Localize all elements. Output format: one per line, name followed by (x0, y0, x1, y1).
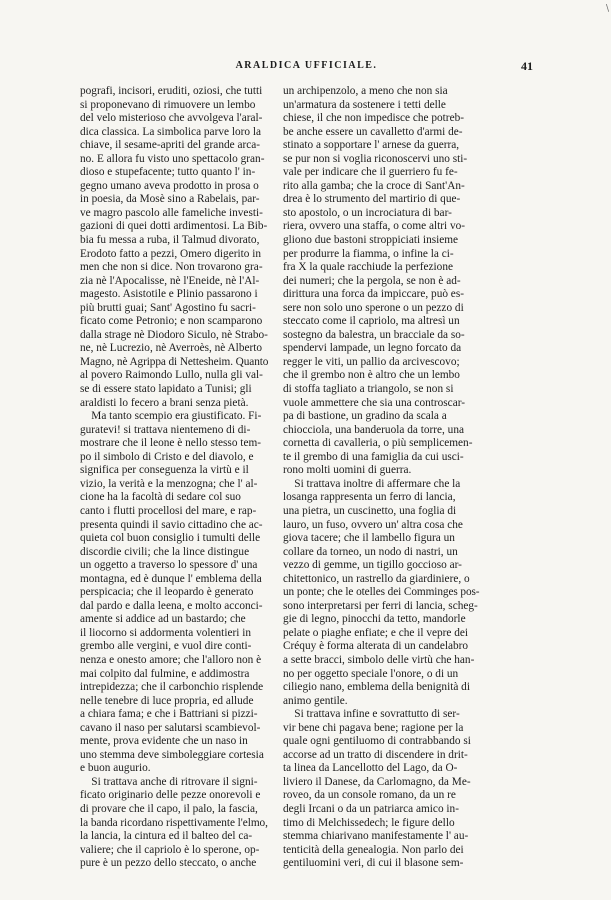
text-line: una pietra, un cuscinetto, una foglia di (283, 504, 457, 517)
text-line: vir bene chi pagava bene; ragione per la (283, 721, 464, 734)
text-line: po il simbolo di Cristo e del diavolo, e (80, 450, 254, 463)
text-line: cavano il naso per salutarsi scambievol- (80, 721, 261, 734)
text-line: vezzo di gemme, un tigillo goccioso ar- (283, 559, 462, 572)
text-line: chiocciola, una banderuola da torre, una (283, 423, 464, 436)
text-line: montagna, ed è dunque l' emblema della (80, 572, 262, 585)
text-line: steccato come il capriolo, ma altresì un (283, 315, 460, 328)
text-line: si proponevano di rimuovere un lembo (80, 98, 256, 111)
text-line: ficato originario delle pezze onorevoli e (80, 789, 261, 802)
text-line: men che non si dice. Non trovarono gra- (80, 261, 263, 274)
text-line: stemma chiarivano manifestamente l' au- (283, 830, 469, 843)
text-line: del velo misterioso che avvolgeva l'aral- (80, 112, 263, 125)
running-header (80, 60, 533, 76)
text-line: Magno, nè Agrippa di Nettesheim. Quanto (80, 355, 269, 368)
page-number: 41 (521, 59, 533, 73)
text-line: Ma tanto scempio era giustificato. Fi- (80, 410, 262, 423)
text-line: ne, nè Lucrezio, nè Averroès, nè Alberto (80, 342, 263, 355)
text-line: Si trattava anche di ritrovare il signi- (80, 775, 258, 788)
text-line: chitettonico, un rastrello da giardiniere, o (283, 572, 470, 585)
text-line: quieta col buon consiglio i tumulti delle (80, 532, 261, 545)
text-line: Créquy è forma alterata di un candelabro (283, 640, 469, 653)
text-line: presenta quindi il savio cittadino che ac- (80, 518, 263, 531)
text-line: rono molti uomini di guerra. (283, 464, 412, 477)
text-line: dirittura una forca da impiccare, può es- (283, 288, 464, 301)
text-line: giova tacere; che il lambello figura un (283, 532, 455, 545)
text-line: dei numeri; che la pergola, se non è ad- (283, 274, 461, 287)
text-line: amente si addice ad un bastardo; che (80, 613, 246, 626)
text-line: ta linea da Lancellotto del Lago, da O- (283, 762, 458, 775)
text-line: se di essere stato lapidato a Tunisi; gli (80, 383, 252, 396)
text-line: animo gentile. (283, 694, 348, 707)
text-line: nelle tenebre di luce propria, ed allude (80, 694, 254, 707)
text-line: regger le viti, un pallio da arcivescovo; (283, 355, 460, 368)
running-title: ARALDICA UFFICIALE. (235, 60, 378, 71)
text-line: chiave, il sesame-apriti del grande arca- (80, 139, 261, 152)
text-line: gliono due bastoni stroppiciati insieme (283, 234, 459, 247)
text-line: fra X la quale racchiude la perfezione (283, 261, 453, 274)
text-line: più brutti guai; Sant' Agostino fu sacri- (80, 301, 256, 314)
text-line: a chiara fama; e che i Battriani si pizzi- (80, 708, 258, 721)
text-line: quale ogni gentiluomo di contrabbando si (283, 735, 471, 748)
text-line: sostegno da balestra, un bracciale da so- (283, 328, 465, 341)
text-line: drea è lo strumento del martirio di que- (283, 193, 461, 206)
text-line: gegno umano aveva prodotto in prosa o (80, 179, 259, 192)
text-line: stinato a sopportare l' arnese da guerra, (283, 139, 460, 152)
text-line: sono interpretarsi per ferri di lancia, scheg- (283, 599, 478, 612)
text-line: mostrare che il leone è nello stesso tem- (80, 437, 262, 450)
text-line: no per oggetto speciale l'onore, o di un (283, 667, 459, 680)
text-line: cione ha la facoltà di sedare col suo (80, 491, 241, 504)
text-line: in poesia, da Mosè sino a Rabelais, par- (80, 193, 260, 206)
text-line: bia fu messa a ruba, il Talmud divorato, (80, 234, 260, 247)
text-line: ve magro pascolo alle fameliche investi- (80, 206, 263, 219)
text-line: discordie civili; che la lince distingue (80, 545, 250, 558)
text-line: canto i flutti procellosi del mare, e rap- (80, 504, 257, 517)
text-line: la banda ricordano rispettivamente l'elmo, (80, 816, 268, 829)
text-line: liviero il Danese, da Carlomagno, da Me- (283, 775, 471, 788)
text-line: e buon augurio. (80, 762, 151, 775)
text-line: pelate o piaghe enfiate; e che il vepre dei (283, 626, 469, 639)
text-line: tenticità della genealogia. Non parlo dei (283, 843, 464, 856)
text-line: sto apostolo, o un incrociatura di bar- (283, 206, 452, 219)
text-line: vizio, la verità e la menzogna; che l' al- (80, 477, 258, 490)
text-line: dal pardo e dalla leena, e molto acconci- (80, 599, 263, 612)
text-line: intrepidezza; che il carbonchio risplende (80, 681, 264, 694)
text-line: spendervi lampade, un legno forcato da (283, 342, 462, 355)
text-line: un archipenzolo, a meno che non sia (283, 85, 448, 97)
text-line: losanga rappresenta un ferro di lancia, (283, 491, 456, 504)
text-line: lauro, un fuso, ovvero un' altra cosa che (283, 518, 463, 531)
text-line: valiere; che il capriolo è lo sperone, op- (80, 843, 260, 856)
text-line: la lancia, la cintura ed il balteo del ca- (80, 830, 253, 843)
text-line: di stoffa tagliato a triangolo, se non si (283, 383, 454, 396)
text-line: a sette bracci, simbolo delle virtù che han- (283, 653, 475, 666)
text-line: timo di Melchissedech; le figure dello (283, 816, 455, 829)
text-line: mai colpito dal fulmine, e addimostra (80, 667, 250, 680)
text-line: sere non solo uno sperone o un pezzo di (283, 301, 464, 314)
text-line: accorse ad un tratto di discendere in drit- (283, 748, 468, 761)
text-line: per produrre la fiamma, o infine la ci- (283, 247, 454, 260)
text-line: gentiluomini veri, di cui il blasone sem- (283, 857, 464, 870)
text-line: cornetta di cavalleria, o più semplicemen- (283, 437, 473, 450)
text-line: ficato come Petronio; e non scamparono (80, 315, 263, 328)
text-line: zia nè l'Apocalisse, nè l'Eneide, nè l'Al- (80, 274, 260, 287)
text-line: un oggetto a traverso lo spessore d' una (80, 559, 258, 572)
text-line: uno stemma deve simboleggiare cortesia (80, 748, 264, 761)
text-line: no. E allora fu visto uno spettacolo gran- (80, 152, 265, 165)
text-line: vale per indicare che il guerriero fu fe- (283, 166, 458, 179)
text-line: nenza e onesto amore; che l'alloro non è (80, 653, 262, 666)
text-line: un'armatura da sostenere i tetti delle (283, 98, 446, 111)
text-line: pure è un pezzo dello steccato, o anche (80, 857, 257, 870)
text-line: al povero Raimondo Lullo, nulla gli val- (80, 369, 263, 382)
text-line: roveo, da un console romano, da un re (283, 789, 456, 802)
text-line: gie di legno, pinocchi da tetto, mandorle (283, 613, 466, 626)
text-line: Erodoto fatto a pezzi, Omero digerito in (80, 247, 262, 260)
text-line: pografi, incisori, eruditi, oziosi, che tutti (80, 85, 263, 97)
text-line: dica classica. La simbolica parve loro la (80, 125, 261, 138)
right-text-column (283, 85, 479, 871)
text-line: Si trattava inoltre di affermare che la (283, 477, 461, 490)
text-line: Si trattava infine e sovrattutto di ser- (283, 708, 460, 721)
text-line: pa di bastione, un gradino da scala a (283, 410, 447, 423)
text-line: che il grembo non è altro che un lembo (283, 369, 460, 382)
text-line: degli Ircani o da un patriarca amico in- (283, 802, 459, 815)
text-line: dioso e stupefacente; tutto quanto l' in- (80, 166, 256, 179)
text-line: dalla strage nè Diodoro Siculo, nè Strabo- (80, 328, 268, 341)
text-line: il liocorno si addormenta volentieri in (80, 626, 251, 639)
text-line: ciliegio nano, emblema della benignità di (283, 681, 470, 694)
text-line: significa per conseguenza la virtù e il (80, 464, 249, 477)
text-line: mente, prova evidente che un naso in (80, 735, 248, 748)
text-line: guratevi! si trattava nientemeno di di- (80, 423, 251, 436)
text-line: riera, ovvero una staffa, o come altri vo- (283, 220, 466, 233)
text-line: grembo alle vergini, e vuol dire conti- (80, 640, 252, 653)
text-line: un ponte; che le otelles dei Comminges pos- (283, 586, 480, 599)
text-line: magesto. Asistotile e Plinio passarono i (80, 288, 258, 301)
text-line: di provare che il capo, il palo, la fascia, (80, 802, 258, 815)
text-line: se pur non si voglia riconoscervi uno sti- (283, 152, 468, 165)
text-line: te il grembo di una famiglia da cui usci- (283, 450, 464, 463)
text-line: collare da torneo, un nodo di nastri, un (283, 545, 458, 558)
page-edge-mark: \ (605, 4, 609, 14)
text-line: vuole ammettere che sia una controscar- (283, 396, 466, 409)
left-text-column (80, 85, 268, 871)
text-line: be anche essere un cavalletto d'armi de- (283, 125, 463, 138)
text-line: rito alla gamba; che la croce di Sant'An- (283, 179, 465, 192)
text-line: perspicacia; che il leopardo è generato (80, 586, 254, 599)
text-line: araldisti lo fecero a brani senza pietà. (80, 396, 249, 409)
text-line: gazioni di quei dotti ardimentosi. La Bib- (80, 220, 268, 233)
text-line: chiese, il che non impedisce che potreb- (283, 112, 464, 125)
